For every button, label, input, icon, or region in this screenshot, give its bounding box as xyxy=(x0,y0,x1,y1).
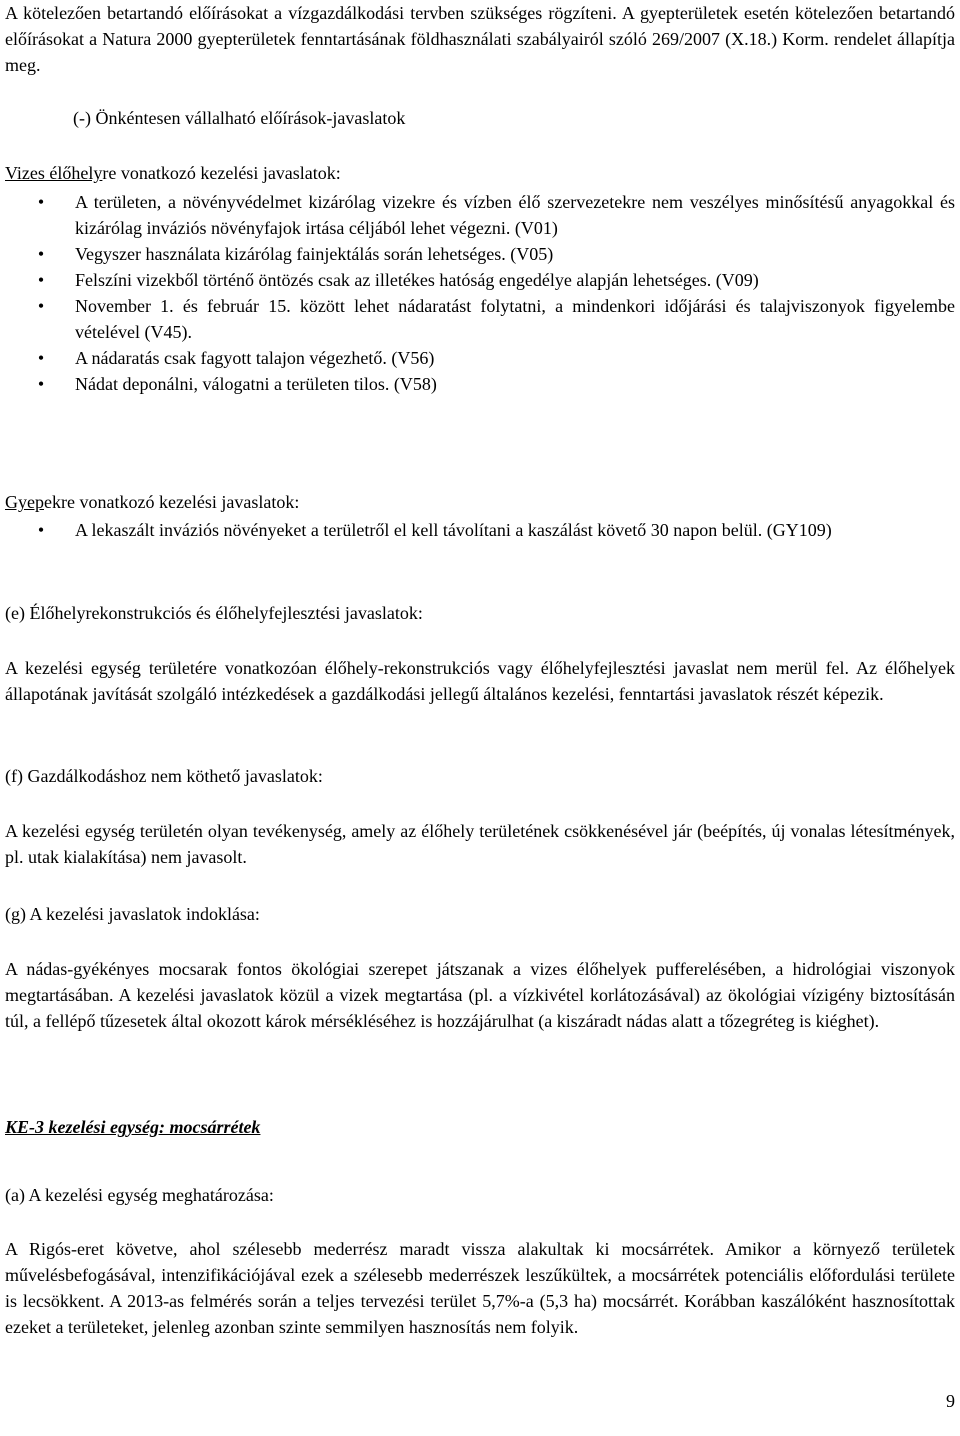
bullet-dot-icon: • xyxy=(37,374,45,394)
ke3-section-a-heading: (a) A kezelési egység meghatározása: xyxy=(5,1185,274,1205)
section-f-paragraph: A kezelési egység területén olyan tevékenység, amely az élőhely területének csökkenésével jár (beépítés, új vonalas létesítmények, pl. utak kialakítása) nem javasolt. xyxy=(5,821,955,867)
page-number: 9 xyxy=(946,1391,955,1411)
grassland-label xyxy=(5,489,955,515)
ke3-heading: KE-3 kezelési egység: mocsárrétek xyxy=(5,1117,261,1137)
list-item: • Felszíni vizekből történő öntözés csak az illetékes hatóság engedélye alapján lehetséges. (V09) xyxy=(5,267,955,293)
grassland-list xyxy=(5,517,955,543)
bullet-dot-icon: • xyxy=(37,192,45,212)
list-item: • Nádat deponálni, válogatni a területen tilos. (V58) xyxy=(5,371,955,397)
voluntary-heading: (-) Önkéntesen vállalható előírások-javaslatok xyxy=(73,108,406,128)
list-item: • November 1. és február 15. között lehet nádaratást folytatni, a mindenkori időjárási és talajviszonyok figyelembe vételével (V45). xyxy=(5,293,955,345)
wetland-label-rest: re vonatkozó kezelési javaslatok: xyxy=(102,163,341,183)
bullet-dot-icon: • xyxy=(37,244,45,264)
bullet-dot-icon: • xyxy=(37,296,45,316)
section-g-paragraph: A nádas-gyékényes mocsarak fontos ökológiai szerepet játszanak a vizes élőhelyek pufferelésében, a hidrológiai viszonyok megtartásában. A kezelési javaslatok közül a vizek megtartása (pl. a vízkivétel korlátozásával) az ökológiai vízigény biztosításán túl, a fellépő tűzesetek által okozott károk mérsékléséhez is hozzájárulhat (a kiszáradt nádas alatt a tőzegréteg is kiéghet). xyxy=(5,959,955,1031)
wetland-label-underlined: Vizes élőhely xyxy=(5,163,103,183)
wetland-label xyxy=(5,160,955,186)
section-e-heading: (e) Élőhelyrekonstrukciós és élőhelyfejlesztési javaslatok: xyxy=(5,603,423,623)
section-e-paragraph: A kezelési egység területére vonatkozóan élőhely-rekonstrukciós vagy élőhelyfejlesztési javaslat nem merül fel. Az élőhelyek állapotának javítását szolgáló intézkedések a gazdálkodási jellegű általános kezelési, fenntartási javaslatok részét képezik. xyxy=(5,658,955,704)
section-g-heading: (g) A kezelési javaslatok indoklása: xyxy=(5,904,260,924)
list-item: • A területen, a növényvédelmet kizárólag vizekre és vízben élő szervezetekre nem veszélyes minősítésű anyagokkal és kizárólag inváziós növényfajok irtása céljából lehet végezni. (V01) xyxy=(5,189,955,241)
list-item: • Vegyszer használata kizárólag fainjektálás során lehetséges. (V05) xyxy=(5,241,955,267)
bullet-dot-icon: • xyxy=(37,348,45,368)
ke3-section-a-paragraph: A Rigós-eret követve, ahol szélesebb mederrész maradt vissza alakultak ki mocsárrétek. Amikor a környező területek művelésbefogásával, intenzifikációjával ezek a szélesebb mederrészek leszűkültek, a mocsárrétek potenciális előfordulási területe is lecsökkent. A 2013-as felmérés során a teljes tervezési terület 5,7%-a (5,3 ha) mocsárrét. Korábban kaszálóként hasznosítottak ezeket a területeket, jelenleg azonban szinte semmilyen hasznosítás nem folyik. xyxy=(5,1239,955,1337)
section-f-heading: (f) Gazdálkodáshoz nem köthető javaslatok: xyxy=(5,766,323,786)
bullet-dot-icon: • xyxy=(37,270,45,290)
bullet-dot-icon: • xyxy=(37,520,45,540)
grassland-label-rest: ekre vonatkozó kezelési javaslatok: xyxy=(44,492,300,512)
list-item: • A lekaszált inváziós növényeket a területről el kell távolítani a kaszálást követő 30 napon belül. (GY109) xyxy=(5,517,955,543)
grassland-label-underlined: Gyep xyxy=(5,492,44,512)
intro-paragraph: A kötelezően betartandó előírásokat a vízgazdálkodási tervben szükséges rögzíteni. A gyepterületek esetén kötelezően betartandó előírásokat a Natura 2000 gyepterületek fenntartásának földhasználati szabályairól szóló 269/2007 (X.18.) Korm. rendelet állapítja meg. xyxy=(5,3,955,75)
list-item: • A nádaratás csak fagyott talajon végezhető. (V56) xyxy=(5,345,955,371)
wetland-list xyxy=(5,189,955,397)
